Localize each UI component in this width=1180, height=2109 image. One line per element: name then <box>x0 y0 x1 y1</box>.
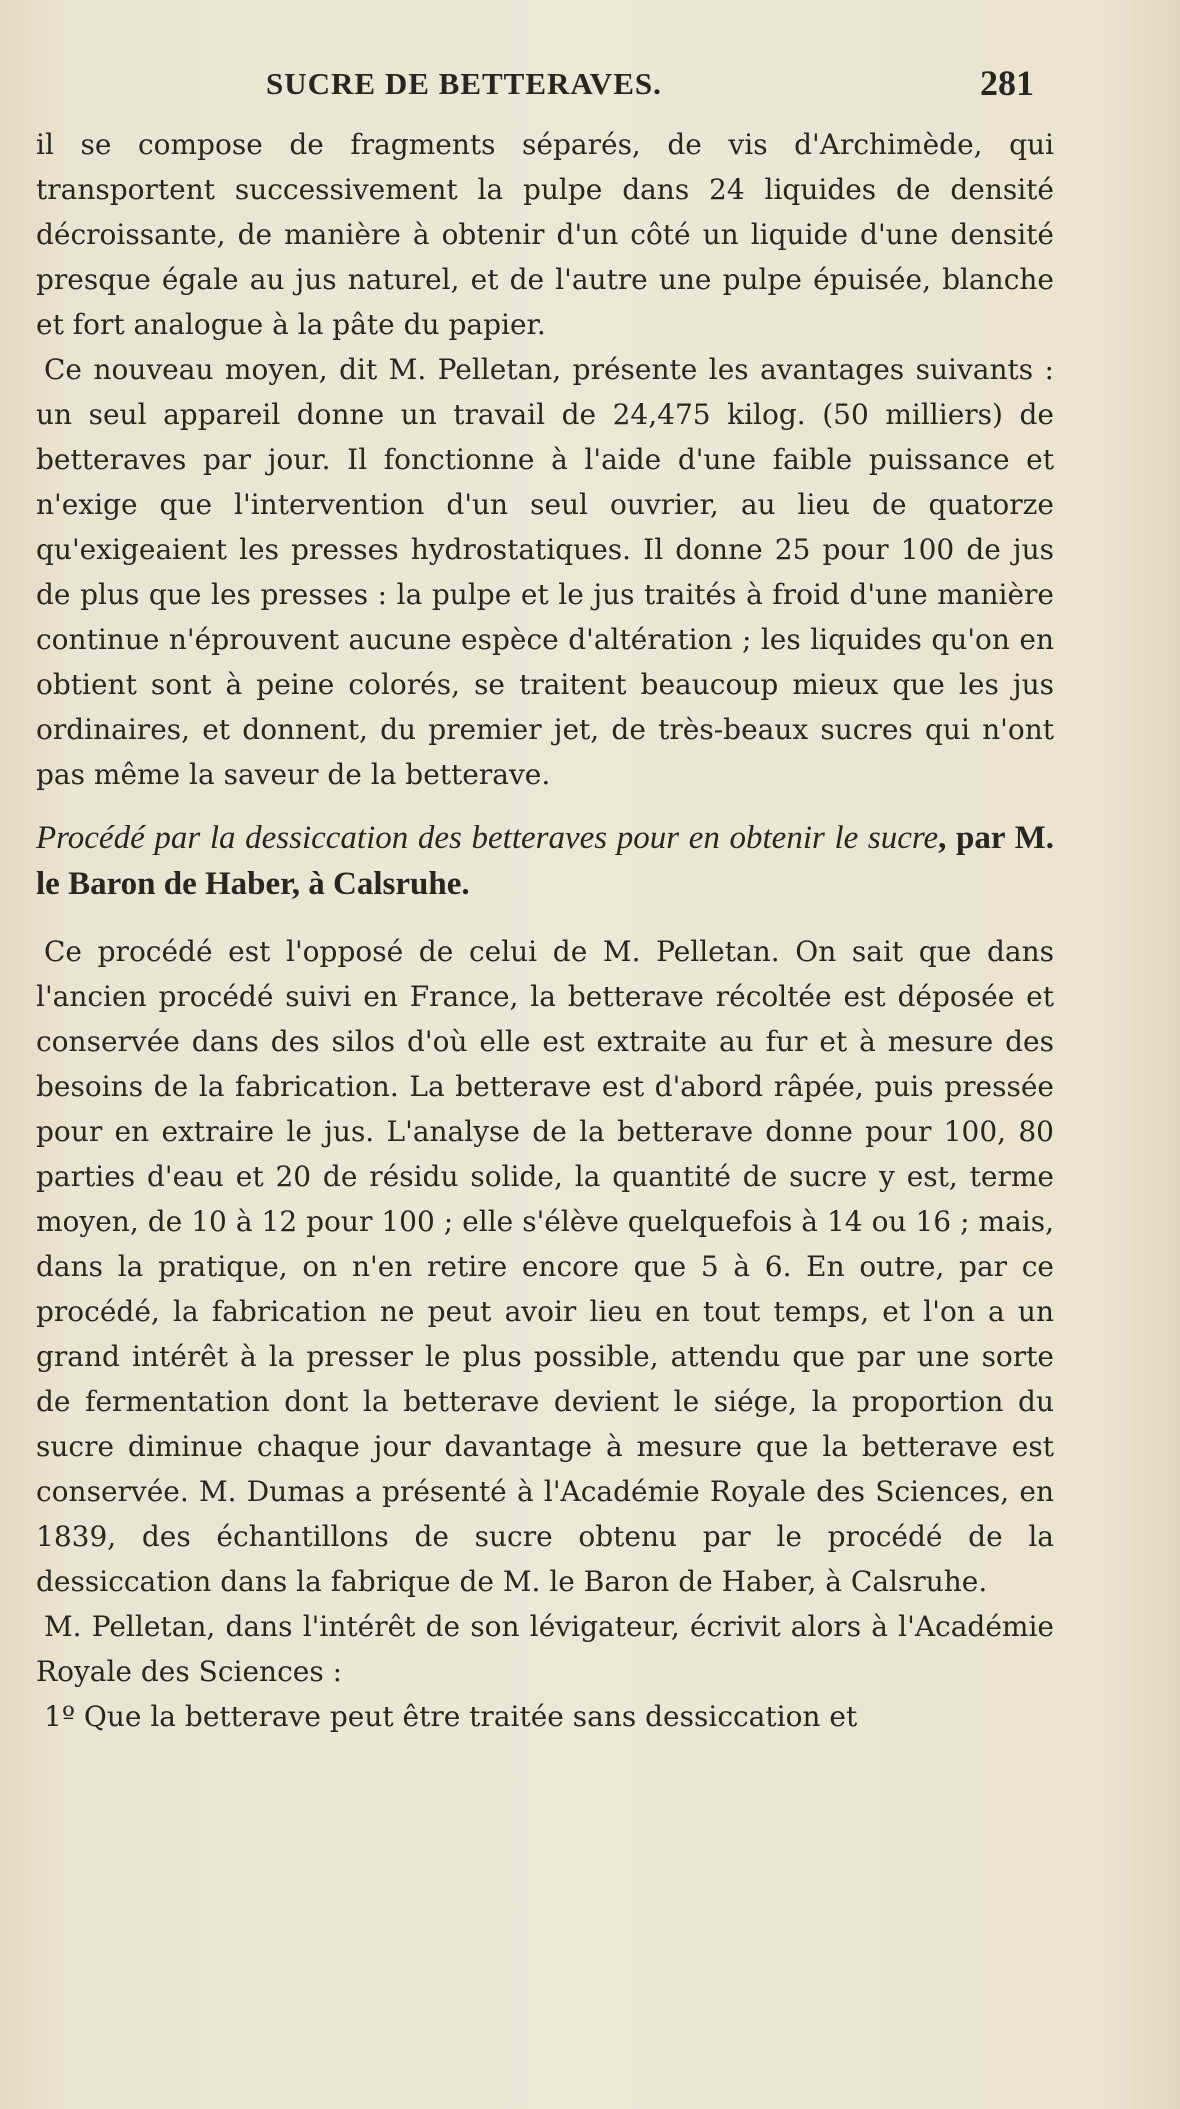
section-heading-author: , par M. le Baron de Haber, à Calsruhe. <box>36 820 1054 902</box>
paragraph-point-one: 1º Que la betterave peut être traitée sans dessiccation et <box>44 1700 858 1733</box>
paragraph-haber: Ce procédé est l'opposé de celui de M. Pelletan. On sait que dans l'ancien procédé suivi en France, la betterave récoltée est déposée et conservée dans des silos d'où elle est extraite au fur et à mesure des besoins de la fabrication. La betterave est d'abord râpée, puis pressée pour en extraire le jus. L'analyse de la betterave donne pour 100, 80 parties d'eau et 20 de résidu solide, la quantité de sucre y est, terme moyen, de 10 à 12 pour 100 ; elle s'élève quelquefois à 14 ou 16 ; mais, dans la pratique, on n'en retire encore que 5 à 6. En outre, par ce procédé, la fabrication ne peut avoir lieu en tout temps, et l'on a un grand intérêt à la presser le plus possible, attendu que par une sorte de fermentation dont la betterave devient le siége, la proportion du sucre diminue chaque jour davantage à mesure que la betterave est conservée. M. Dumas a présenté à l'Académie Royale des Sciences, en 1839, des échantillons de sucre obtenu par le procédé de la dessiccation dans la fabrique de M. le Baron de Haber, à Calsruhe. <box>36 935 1054 1598</box>
section-heading <box>36 815 1054 907</box>
section-heading-title: Procédé par la dessiccation des betteraves pour en obtenir le sucre <box>36 820 939 856</box>
page-number: 281 <box>980 63 1034 103</box>
running-header <box>0 63 1180 116</box>
running-title: SUCRE DE BETTERAVES. <box>266 66 662 101</box>
page-body <box>36 122 1054 1739</box>
paragraph-continuation: il se compose de fragments séparés, de vis d'Archimède, qui transportent successivement la pulpe dans 24 liquides de densité décroissante, de manière à obtenir d'un côté un liquide d'une densité presque égale au jus naturel, et de l'autre une pulpe épuisée, blanche et fort analogue à la pâte du papier. <box>36 128 1054 341</box>
paragraph-pelletan: Ce nouveau moyen, dit M. Pelletan, présente les avantages suivants : un seul appareil donne un travail de 24,475 kilog. (50 milliers) de betteraves par jour. Il fonctionne à l'aide d'une faible puissance et n'exige que l'intervention d'un seul ouvrier, au lieu de quatorze qu'exigeaient les presses hydrostatiques. Il donne 25 pour 100 de jus de plus que les presses : la pulpe et le jus traités à froid d'une manière continue n'éprouvent aucune espèce d'altération ; les liquides qu'on en obtient sont à peine colorés, se traitent beaucoup mieux que les jus ordinaires, et donnent, du premier jet, de très-beaux sucres qui n'ont pas même la saveur de la betterave. <box>36 353 1054 791</box>
paragraph-letter: M. Pelletan, dans l'intérêt de son lévigateur, écrivit alors à l'Académie Royale des Sciences : <box>36 1610 1054 1688</box>
